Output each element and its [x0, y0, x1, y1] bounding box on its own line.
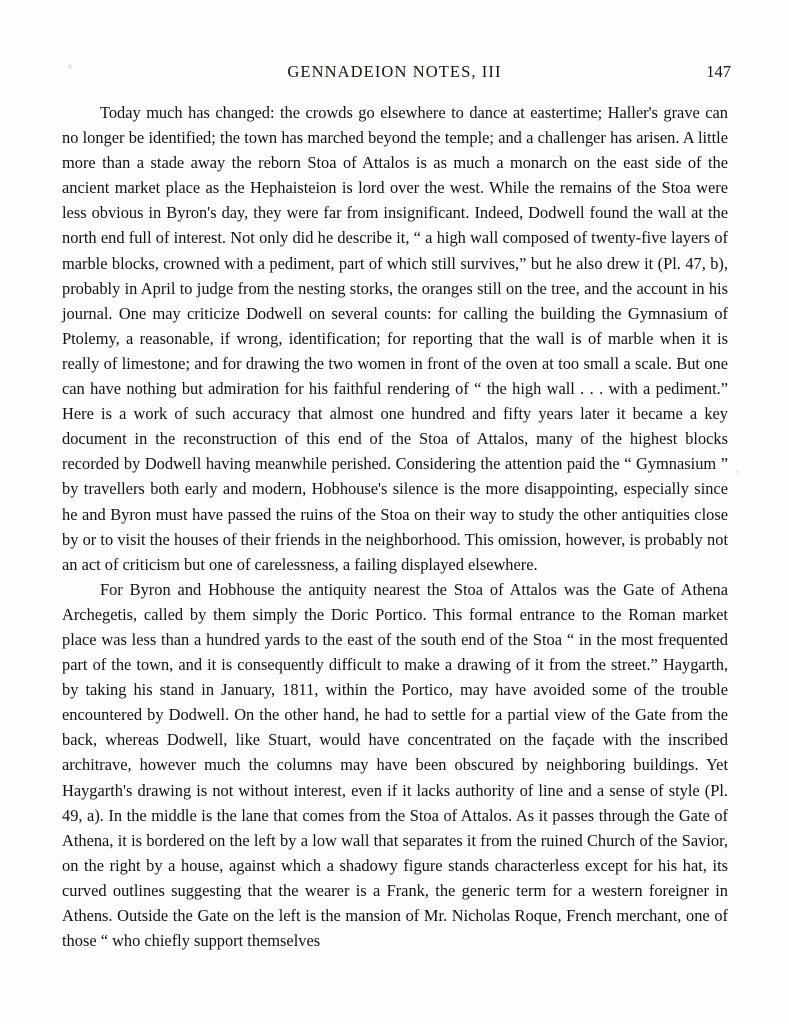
paragraph: For Byron and Hobhouse the antiquity nearest the Stoa of Attalos was the Gate of Athena Archegetis, called by them simply the Doric Portico. This formal entrance to the Roman market place was less than a hundred yards to the east of the south end of the Stoa “ in the most frequented part of the town, and it is consequently difficult to make a drawing of it from the street.” Haygarth, by taking his stand in January, 1811, within the Portico, may have avoided some of the trouble encountered by Dodwell. On the other hand, he had to settle for a partial view of the Gate from the back, whereas Dodwell, like Stuart, would have concentrated on the façade with the inscribed architrave, however much the columns may have been obscured by neighboring buildings. Yet Haygarth's drawing is not without interest, even if it lacks authority of line and a sense of style (Pl. 49, a). In the middle is the lane that comes from the Stoa of Attalos. As it passes through the Gate of Athena, it is bordered on the left by a low wall that separates it from the ruined Church of the Savior, on the right by a house, against which a shadowy figure stands characterless except for his hat, its curved outlines suggesting that the wearer is a Frank, the generic term for a western foreigner in Athens. Outside the Gate on the left is the mansion of Mr. Nicholas Roque, French merchant, one of those “ who chiefly support themselves	[62, 579, 728, 951]
scan-speck	[68, 64, 72, 69]
running-head-title: GENNADEION NOTES, III	[287, 62, 502, 81]
page-number: 147	[706, 62, 731, 81]
body-text-column	[62, 100, 728, 953]
running-head	[0, 62, 789, 84]
paragraph: Today much has changed: the crowds go elsewhere to dance at eastertime; Haller's grave can no longer be identified; the town has marched beyond the temple; and a challenger has arisen. A little more than a stade away the reborn Stoa of Attalos is as much a monarch on the east side of the ancient market place as the Hephaisteion is lord over the west. While the remains of the Stoa were less obvious in Byron's day, they were far from insignificant. Indeed, Dodwell found the wall at the north end full of interest. Not only did he describe it, “ a high wall composed of twenty-five layers of marble blocks, crowned with a pediment, part of which still survives,” but he also drew it (Pl. 47, b), probably in April to judge from the nesting storks, the oranges still on the tree, and the account in his journal. One may criticize Dodwell on several counts: for calling the building the Gymnasium of Ptolemy, a reasonable, if wrong, identification; for reporting that the wall is of marble when it is really of limestone; and for drawing the two women in front of the oven at too small a scale. But one can have nothing but admiration for his faithful rendering of “ the high wall . . . with a pediment.” Here is a work of such accuracy that almost one hundred and fifty years later it became a key document in the reconstruction of this end of the Stoa of Attalos, many of the highest blocks recorded by Dodwell having meanwhile perished. Considering the attention paid the “ Gymnasium ” by travellers both early and modern, Hobhouse's silence is the more disappointing, especially since he and Byron must have passed the ruins of the Stoa on their way to study the other antiquities close by or to visit the houses of their friends in the neighborhood. This omission, however, is probably not an act of criticism but one of carelessness, a failing displayed elsewhere.	[62, 103, 728, 574]
scan-speck	[736, 470, 739, 473]
